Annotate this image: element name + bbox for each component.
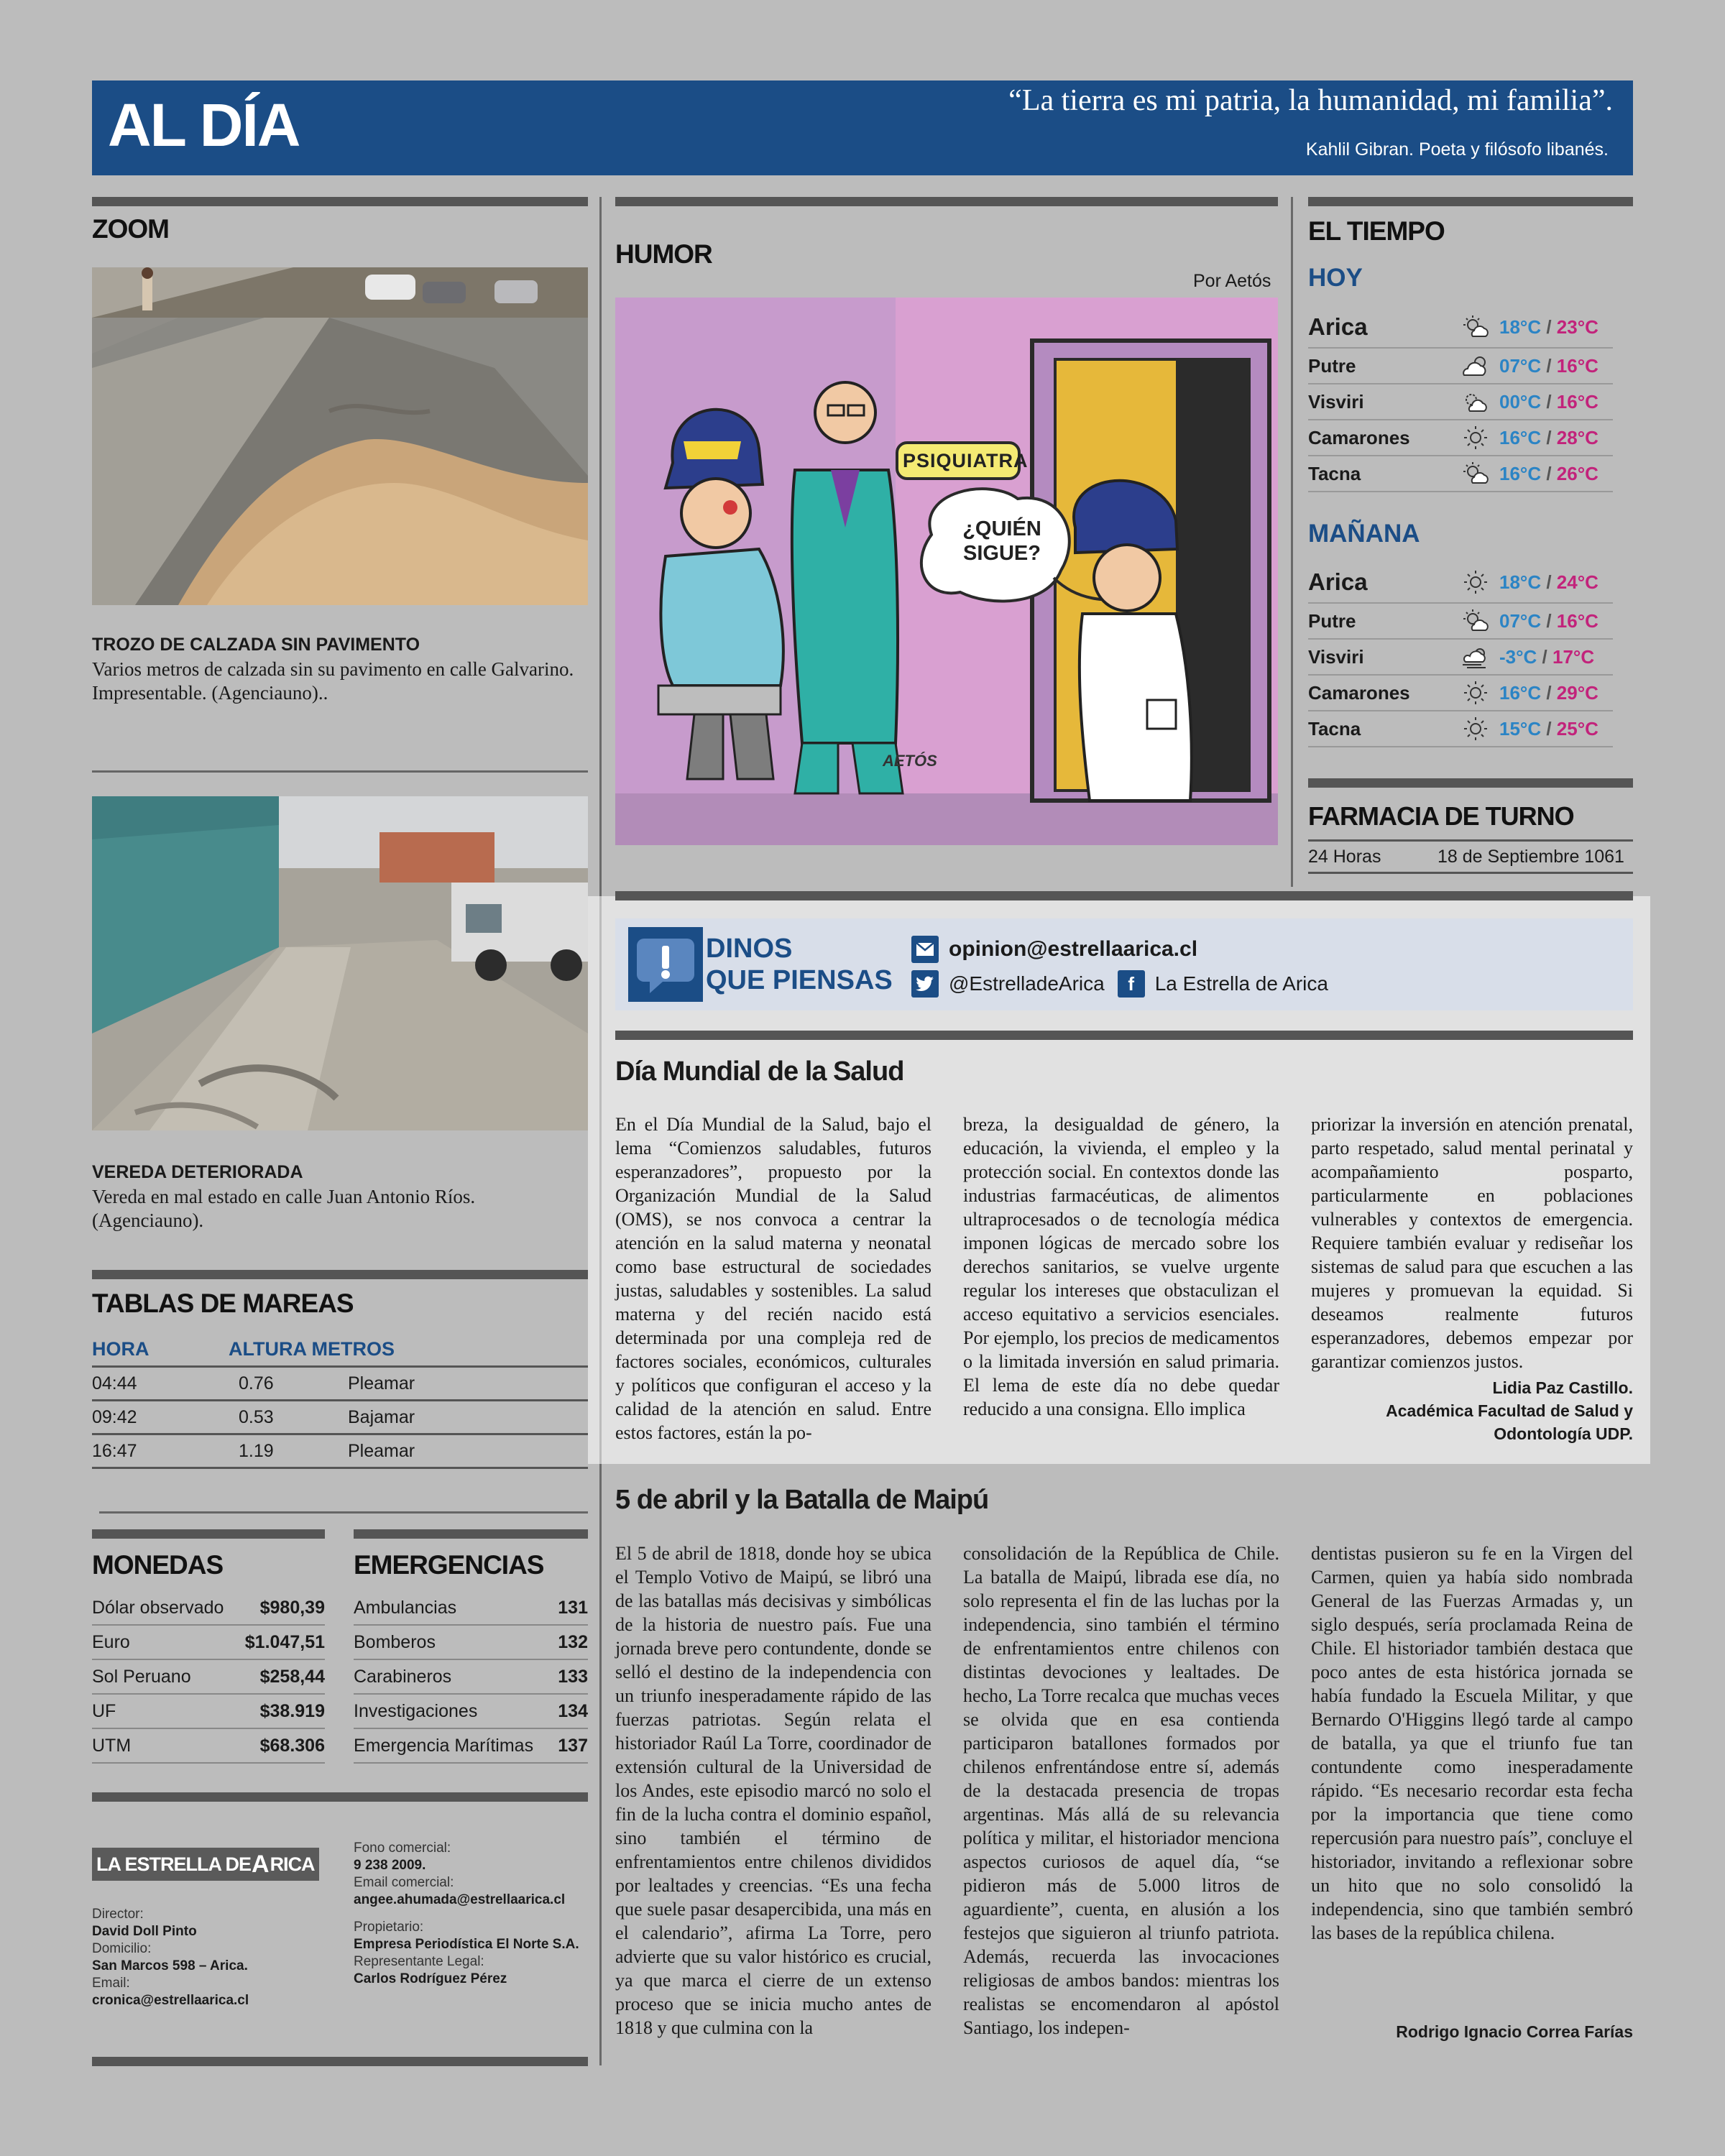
temp-max: 24°C: [1556, 571, 1598, 593]
weather-title: EL TIEMPO: [1308, 216, 1445, 246]
weather-today-list: [1308, 307, 1613, 492]
contact-email-link[interactable]: opinion@estrellaarica.cl: [949, 937, 1198, 961]
currency-table: [92, 1591, 325, 1764]
table-row: [92, 1660, 325, 1695]
article-column: consolidación de la República de Chile. La batalla de Maipú, librada ese día, no solo representa el fin de las luchas por la independencia, sino también el término de enfrentamientos entre chilenos con distintas devociones y lealtades. De hecho, La Torre recalca que muchas veces se olvida que en esa contienda participaron batallones formados por chilenos enfrentándose entre sí, además de la destacada presencia de tropas argentinas. Más allá de su relevancia política y militar, el historiador menciona aspectos curiosos de aquel día, “se pidieron más de 5.000 litros de aguardiente”, cuenta, en alusión a los festejos que siguieron al triunfo patriota. Además, recuerda las invocaciones religiosas de ambos bandos: mientras los realistas se encomendaron al apóstol Santiago, los indepen-: [963, 1543, 1279, 2038]
weather-city: Visviri: [1308, 645, 1364, 668]
divider: [99, 1511, 588, 1514]
imprint-value: Carlos Rodríguez Pérez: [354, 1971, 507, 1986]
temp-min: -3°C: [1499, 645, 1537, 668]
temp-min: 07°C: [1499, 354, 1542, 377]
article-author: Lidia Paz Castillo.: [1492, 1378, 1633, 1397]
weather-city: Arica: [1308, 568, 1368, 595]
emergency-number[interactable]: 134: [558, 1700, 588, 1721]
currency-name: Dólar observado: [92, 1597, 224, 1618]
temp-min: 00°C: [1499, 390, 1542, 413]
temp-max: 25°C: [1556, 717, 1598, 740]
tide-tipo: Pleamar: [348, 1373, 415, 1393]
temp-min: 18°C: [1499, 315, 1542, 338]
contact-twitter-link[interactable]: @EstrelladeArica: [949, 972, 1105, 995]
contact-heading: [706, 933, 893, 996]
section-rule: [615, 197, 1278, 206]
article-column: En el Día Mundial de la Salud, bajo el lema “Comienzos saludables, futuros esperanzadores”, propuesto por la Organización Mundial de la Salud (OMS), se nos convoca a centrar la atención en la salud materna y neonatal como base estructural de sociedades justas, saludables y sostenibles. La salud materna y del recién nacido está determinada por una compleja red de factores sociales, económicos, culturales y políticos que configuran el acceso y la calidad de la atención en salud. Entre estos factores, están la po-: [615, 1114, 932, 1443]
article-title: 5 de abril y la Batalla de Maipú: [615, 1485, 989, 1515]
temp-min: 16°C: [1499, 426, 1542, 448]
table-row: [92, 1729, 325, 1764]
imprint-label: Propietario:: [354, 1920, 424, 1935]
tide-hora: 09:42: [92, 1406, 137, 1427]
temp-max: 16°C: [1556, 354, 1598, 377]
weather-tomorrow-label: MAÑANA: [1308, 520, 1420, 548]
temp-max: 23°C: [1556, 315, 1598, 338]
section-rule: [92, 1270, 588, 1279]
temp-separator: /: [1546, 717, 1552, 740]
table-row: [92, 1695, 325, 1729]
section-rule: [92, 1529, 325, 1539]
imprint-label: Fono comercial:: [354, 1841, 451, 1856]
emergency-number[interactable]: 133: [558, 1666, 588, 1687]
table-row: [354, 1626, 588, 1660]
currency-title: MONEDAS: [92, 1550, 224, 1580]
temp-separator: /: [1546, 315, 1552, 338]
contact-band: [615, 918, 1633, 1010]
temp-separator: /: [1546, 390, 1552, 413]
col-altura: ALTURA METROS: [229, 1338, 395, 1360]
currency-name: Euro: [92, 1631, 130, 1652]
logo-a-mark: A: [252, 1850, 270, 1878]
weather-row: [1308, 604, 1613, 640]
section-title: AL DÍA: [108, 91, 300, 159]
weather-row: [1308, 676, 1613, 711]
temp-min: 07°C: [1499, 609, 1542, 632]
article-title: Día Mundial de la Salud: [615, 1056, 904, 1087]
masthead-quote: “La tierra es mi patria, la humanidad, mi familia”.: [1008, 84, 1613, 117]
humor-title: HUMOR: [615, 239, 712, 269]
temp-min: 18°C: [1499, 571, 1542, 593]
emergency-name: Bomberos: [354, 1631, 436, 1652]
tides-header: [92, 1333, 588, 1368]
weather-row: [1308, 562, 1613, 604]
temp-separator: /: [1546, 609, 1552, 632]
weather-row: [1308, 349, 1613, 384]
temp-separator: /: [1546, 426, 1552, 448]
weather-city: Putre: [1308, 609, 1356, 632]
emergencies-table: [354, 1591, 588, 1764]
imprint-right: [354, 1840, 591, 1988]
photo-caption-title: TROZO DE CALZADA SIN PAVIMENTO: [92, 635, 420, 655]
logo-text: RICA: [270, 1853, 315, 1875]
masthead-banner: [92, 80, 1633, 175]
weather-city: Camarones: [1308, 426, 1410, 448]
imprint-email-link[interactable]: angee.ahumada@estrellaarica.cl: [354, 1892, 566, 1907]
currency-name: UF: [92, 1700, 116, 1721]
imprint-email-link[interactable]: cronica@estrellaarica.cl: [92, 1993, 249, 2008]
emergency-name: Emergencia Marítimas: [354, 1735, 534, 1756]
partly-cloudy-icon: [1452, 354, 1499, 378]
imprint-value: San Marcos 598 – Arica.: [92, 1958, 248, 1973]
emergency-name: Carabineros: [354, 1666, 452, 1687]
table-row: [92, 1591, 325, 1626]
pharmacy-row: [1308, 839, 1633, 874]
section-rule: [1308, 778, 1633, 788]
table-row: [354, 1660, 588, 1695]
photo-caption-body: Varios metros de calzada sin su pavimento en calle Galvarino. Impresentable. (Agenciauno)..: [92, 658, 574, 704]
photo-caption-title: VEREDA DETERIORADA: [92, 1162, 303, 1182]
article-column: dentistas pusieron su fe en la Virgen del Carmen, quien ya había sido nombrada General de las Fuerzas Armadas y, un siglo después, sería proclamada Reina de Chile. El historiador también destaca que poco antes de esta histórica jornada se había fundado la Escuela Militar, y que Bernardo O'Higgins llegó tarde al campo de batalla, ya que el triunfo fue tan contundente como inesperadamente rápido. “Es necesario recordar esta fecha por la importancia que tiene como repercusión para nuestro país”, concluye el historiador, invitando a reflexionar sobre un hito que no solo consolidó la independencia, sino que también sembró las bases de la república chilena.: [1311, 1543, 1633, 1943]
table-row: [354, 1591, 588, 1626]
humor-byline: Por Aetós: [1193, 271, 1271, 291]
temp-separator: /: [1546, 462, 1552, 484]
newspaper-logo: [92, 1848, 319, 1881]
emergencies-title: EMERGENCIAS: [354, 1550, 544, 1580]
article-author-block: [1311, 1376, 1633, 1445]
sun-icon: [1452, 425, 1499, 451]
pharmacy-address: 18 de Septiembre 1061: [1438, 846, 1624, 867]
article-column: priorizar la inversión en atención prenatal, parto respetado, salud mental perinatal y acompañamiento posparto, particularmente en poblaciones vulnerables y contextos de emergencia. Requiere también evaluar y rediseñar los sistemas de salud para que escuchen a las mujeres y promuevan la equidad. Si deseamos realmente futuros esperanzadores, debemos empezar por garantizar comienzos justos.: [1311, 1114, 1633, 1372]
tide-altura: 0.53: [239, 1406, 274, 1427]
zoom-title: ZOOM: [92, 214, 169, 244]
currency-value: $38.919: [259, 1700, 325, 1721]
imprint-label: Domicilio:: [92, 1941, 152, 1956]
section-rule: [92, 2057, 588, 2066]
tide-altura: 0.76: [239, 1373, 274, 1393]
emergency-number[interactable]: 132: [558, 1631, 588, 1652]
tide-tipo: Pleamar: [348, 1440, 415, 1461]
zoom-photo-sidewalk: [92, 796, 588, 1130]
weather-city: Arica: [1308, 313, 1368, 340]
currency-name: UTM: [92, 1735, 132, 1756]
tide-hora: 16:47: [92, 1440, 137, 1461]
temp-separator: /: [1546, 571, 1552, 593]
emergency-number[interactable]: 131: [558, 1597, 588, 1618]
temp-max: 16°C: [1556, 390, 1598, 413]
weather-row: [1308, 420, 1613, 456]
divider: [92, 770, 588, 773]
temp-max: 29°C: [1556, 681, 1598, 704]
weather-today-label: HOY: [1308, 264, 1363, 292]
section-rule: [92, 1792, 588, 1802]
sun-icon: [1452, 716, 1499, 742]
weather-row: [1308, 640, 1613, 676]
imprint-value: Empresa Periodística El Norte S.A.: [354, 1937, 579, 1952]
currency-value: $1.047,51: [244, 1631, 325, 1652]
pharmacy-hours: 24 Horas: [1308, 846, 1381, 867]
article-author-role: Académica Facultad de Salud y Odontología UDP.: [1386, 1401, 1633, 1443]
weather-city: Tacna: [1308, 462, 1361, 484]
sun-cloud-icon: [1452, 461, 1499, 486]
tides-table: [92, 1333, 588, 1469]
article-author: Rodrigo Ignacio Correa Farías: [1396, 2022, 1633, 2041]
temp-max: 16°C: [1556, 609, 1598, 632]
section-rule: [1308, 197, 1633, 206]
article-column: breza, la desigualdad de género, la educación, la vivienda, el empleo y la protección social. En contextos donde las industrias farmacéuticas, de alimentos ultraprocesados o de tecnología médica imponen lógicas de mercado sobre los derechos sanitarios, se vuelve urgente regular los intereses que obstaculizan el acceso equitativo a servicios esenciales. Por ejemplo, los precios de medicamentos o la limitada inversión en salud primaria. El lema de este día no debe quedar reducido a una consigna. Ello implica: [963, 1114, 1279, 1419]
weather-city: Visviri: [1308, 390, 1364, 413]
zoom-photo-street: [92, 267, 588, 605]
column-divider: [1291, 197, 1293, 887]
weather-row: [1308, 456, 1613, 492]
cartoon-signature: AETÓS: [883, 752, 937, 770]
tide-altura: 1.19: [239, 1440, 274, 1461]
currency-name: Sol Peruano: [92, 1666, 191, 1687]
tide-hora: 04:44: [92, 1373, 137, 1393]
temp-max: 26°C: [1556, 462, 1598, 484]
temp-min: 16°C: [1499, 462, 1542, 484]
emergency-number[interactable]: 137: [558, 1735, 588, 1756]
twitter-icon[interactable]: [911, 970, 939, 998]
weather-row: [1308, 711, 1613, 747]
sun-icon: [1452, 569, 1499, 595]
cloud-wind-icon: [1452, 645, 1499, 669]
temp-max: 28°C: [1556, 426, 1598, 448]
contact-heading-line: QUE PIENSAS: [706, 965, 893, 995]
photo-caption-body: Vereda en mal estado en calle Juan Antonio Ríos. (Agenciauno).: [92, 1186, 476, 1231]
emergency-name: Investigaciones: [354, 1700, 478, 1721]
weather-city: Putre: [1308, 354, 1356, 377]
tides-title: TABLAS DE MAREAS: [92, 1289, 354, 1318]
quote-author: Kahlil Gibran. Poeta y filósofo libanés.: [1305, 139, 1609, 160]
pharmacy-title: FARMACIA DE TURNO: [1308, 801, 1574, 831]
temp-max: 17°C: [1552, 645, 1595, 668]
col-hora: HORA: [92, 1338, 150, 1360]
temp-separator: /: [1546, 354, 1552, 377]
table-row: [92, 1435, 588, 1469]
imprint-label: Representante Legal:: [354, 1954, 484, 1969]
article-column: El 5 de abril de 1818, donde hoy se ubica el Templo Votivo de Maipú, se libró una de las batallas más decisivas y simbólicas de la historia de nuestro país. Fue una jornada breve pero contundente, donde se selló el destino de la independencia con un triunfo inesperadamente rápido de las fuerzas patriotas. Según relata el historiador Raúl La Torre, coordinador de extensión cultural de la Universidad de los Andes, este episodio marcó no solo el fin de la lucha contra el dominio español, sino también el término de enfrentamientos entre chilenos divididos por lealtades y creencias. “Es una fecha que suele pasar desapercibida, una más en el calendario”, afirma La Torre, pero advierte que su valor histórico es crucial, ya que marca el cierre de un extenso proceso que se inicia mucho antes de 1818 y que culmina con la: [615, 1543, 932, 2038]
weather-city: Camarones: [1308, 681, 1410, 704]
imprint-label: Email:: [92, 1976, 130, 1991]
sun-icon: [1452, 680, 1499, 706]
table-row: [92, 1401, 588, 1435]
currency-value: $258,44: [259, 1666, 325, 1687]
cloud-sun-icon: [1452, 390, 1499, 414]
humor-cartoon: [615, 298, 1278, 845]
currency-value: $980,39: [259, 1597, 325, 1618]
facebook-icon[interactable]: f: [1118, 970, 1145, 998]
temp-separator: /: [1542, 645, 1547, 668]
exclamation-icon: [628, 927, 703, 1002]
imprint-left: [92, 1906, 336, 2009]
cartoon-sign-text: PSIQUIATRA: [903, 450, 1029, 471]
tide-tipo: Bajamar: [348, 1406, 415, 1427]
contact-facebook-link[interactable]: La Estrella de Arica: [1154, 972, 1328, 995]
logo-text: LA ESTRELLA DE: [96, 1853, 251, 1875]
section-rule: [615, 891, 1633, 900]
imprint-value: David Doll Pinto: [92, 1924, 197, 1939]
contact-heading-line: DINOS: [706, 934, 793, 964]
section-rule: [92, 197, 588, 206]
imprint-value: 9 238 2009.: [354, 1858, 426, 1873]
imprint-label: Email comercial:: [354, 1875, 454, 1890]
table-row: [92, 1368, 588, 1401]
weather-city: Tacna: [1308, 717, 1361, 740]
imprint-label: Director:: [92, 1907, 144, 1922]
section-rule: [354, 1529, 588, 1539]
temp-min: 16°C: [1499, 681, 1542, 704]
temp-separator: /: [1546, 681, 1552, 704]
section-rule: [615, 1031, 1633, 1040]
weather-tomorrow-list: [1308, 562, 1613, 747]
table-row: [354, 1729, 588, 1764]
sun-cloud-icon: [1452, 609, 1499, 633]
contact-email-row[interactable]: [911, 936, 1197, 963]
email-icon: [911, 936, 939, 963]
cartoon-bubble-text: ¿QUIÉN SIGUE?: [962, 517, 1041, 565]
temp-min: 15°C: [1499, 717, 1542, 740]
contact-social-row: [911, 970, 1328, 998]
sun-cloud-icon: [1452, 315, 1499, 339]
currency-value: $68.306: [259, 1735, 325, 1756]
emergency-name: Ambulancias: [354, 1597, 457, 1618]
weather-row: [1308, 307, 1613, 349]
table-row: [92, 1626, 325, 1660]
table-row: [354, 1695, 588, 1729]
weather-row: [1308, 384, 1613, 420]
